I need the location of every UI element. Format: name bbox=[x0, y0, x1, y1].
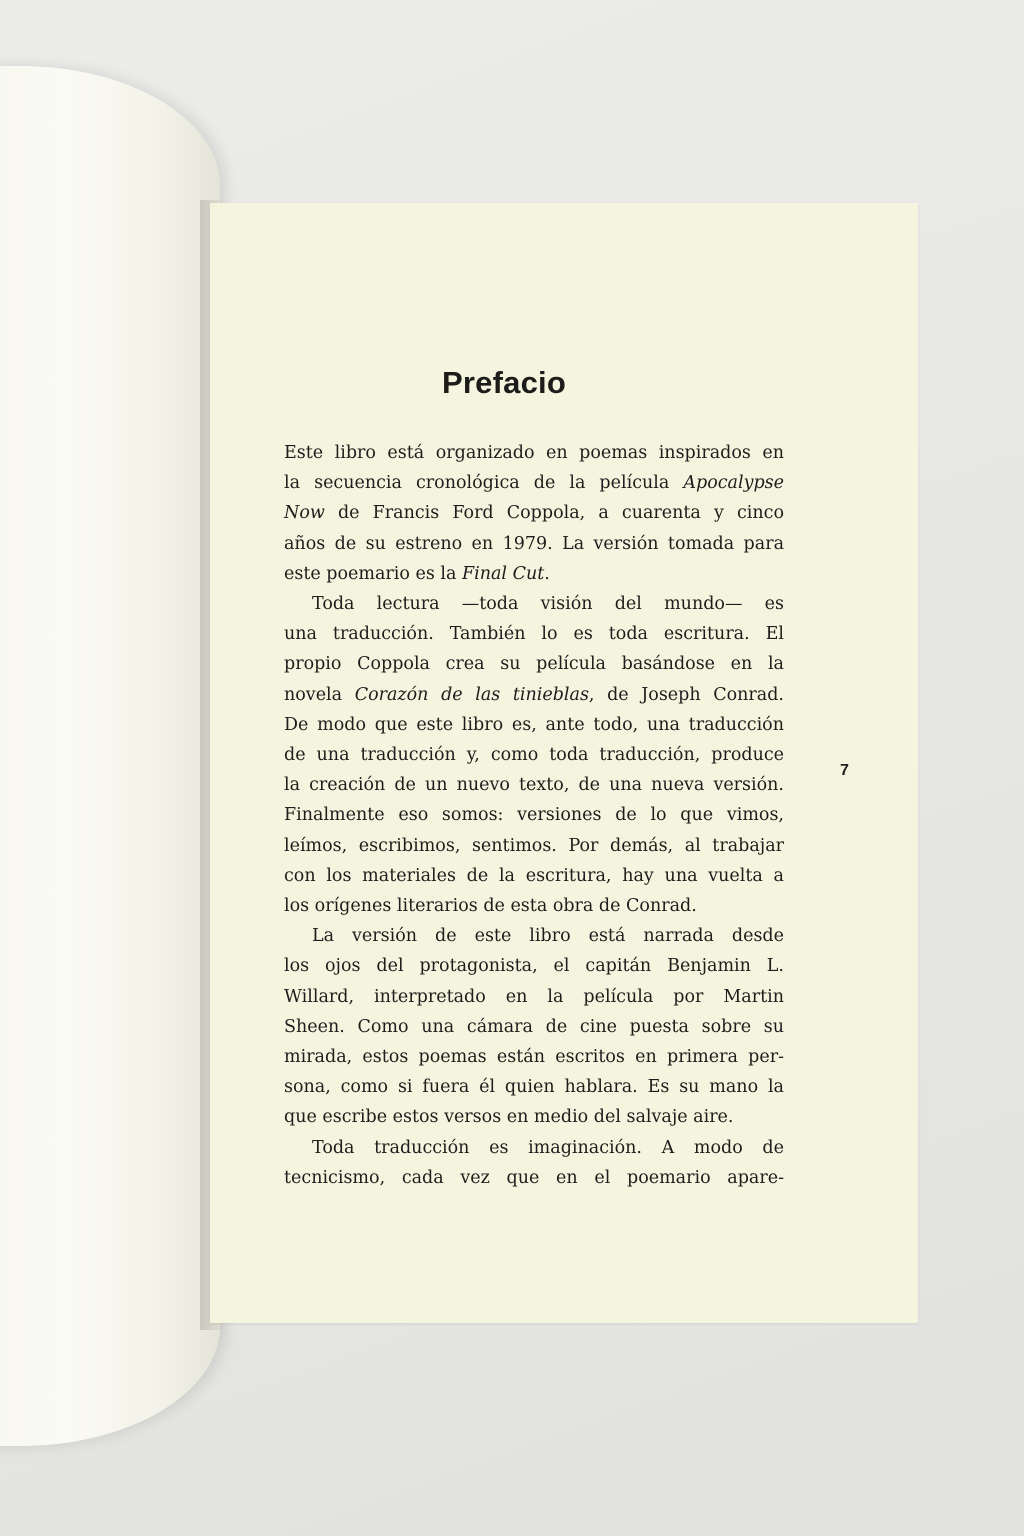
text-line bbox=[284, 649, 784, 679]
text-line bbox=[284, 710, 784, 740]
text-line bbox=[284, 1163, 784, 1193]
text-line bbox=[284, 1133, 784, 1163]
text-segment: de una traducción y, como toda traducción, produce bbox=[284, 745, 784, 766]
text-line bbox=[284, 498, 784, 528]
text-segment: sona, como si fuera él quien hablara. Es su mano la bbox=[284, 1077, 784, 1098]
italic-title: Now bbox=[284, 503, 325, 524]
text-segment: tecnicismo, cada vez que en el poemario apare- bbox=[284, 1167, 784, 1188]
text-line bbox=[284, 438, 784, 468]
text-line bbox=[284, 740, 784, 770]
text-segment: La versión de este libro está narrada desde bbox=[312, 926, 784, 947]
text-line bbox=[284, 1072, 784, 1102]
text-segment: novela bbox=[284, 684, 355, 705]
text-segment: Sheen. Como una cámara de cine puesta sobre su bbox=[284, 1016, 784, 1037]
text-line bbox=[284, 891, 784, 921]
text-segment: los ojos del protagonista, el capitán Benjamin L. bbox=[284, 956, 784, 977]
text-line bbox=[284, 619, 784, 649]
text-segment: . bbox=[544, 563, 550, 584]
page-number: 7 bbox=[840, 762, 849, 779]
text-segment: la creación de un nuevo texto, de una nueva versión. bbox=[284, 775, 784, 796]
text-segment: este poemario es la bbox=[284, 563, 462, 584]
text-line bbox=[284, 831, 784, 861]
text-line bbox=[284, 680, 784, 710]
text-line bbox=[284, 589, 784, 619]
text-line bbox=[284, 1042, 784, 1072]
text-segment: , de Joseph Conrad. bbox=[588, 684, 784, 705]
text-segment: los orígenes literarios de esta obra de Conrad. bbox=[284, 896, 697, 917]
text-segment: una traducción. También lo es toda escritura. El bbox=[284, 624, 784, 645]
italic-title: Apocalypse bbox=[683, 473, 784, 494]
text-segment: propio Coppola crea su película basándose en la bbox=[284, 654, 784, 675]
text-segment: la secuencia cronológica de la película bbox=[284, 473, 684, 494]
text-line bbox=[284, 468, 784, 498]
text-line bbox=[284, 1012, 784, 1042]
text-segment: leímos, escribimos, sentimos. Por demás, al trabajar bbox=[284, 835, 784, 856]
text-segment: Toda traducción es imaginación. A modo de bbox=[312, 1137, 784, 1158]
italic-title: Corazón de las tinieblas bbox=[354, 684, 589, 705]
text-line bbox=[284, 861, 784, 891]
left-page bbox=[0, 66, 220, 1446]
text-segment: que escribe estos versos en medio del salvaje aire. bbox=[284, 1107, 734, 1128]
body-text bbox=[284, 438, 784, 1193]
text-segment: mirada, estos poemas están escritos en primera per- bbox=[284, 1047, 784, 1068]
text-segment: de Francis Ford Coppola, a cuarenta y cinco bbox=[324, 503, 784, 524]
text-line bbox=[284, 800, 784, 830]
text-segment: Este libro está organizado en poemas inspirados en bbox=[284, 443, 784, 463]
text-segment: Toda lectura —toda visión del mundo— es bbox=[312, 594, 784, 615]
text-line bbox=[284, 529, 784, 559]
text-segment: De modo que este libro es, ante todo, una traducción bbox=[284, 714, 784, 735]
text-line bbox=[284, 1102, 784, 1132]
text-line bbox=[284, 951, 784, 981]
italic-title: Final Cut bbox=[461, 563, 545, 584]
text-segment: Willard, interpretado en la película por Martin bbox=[284, 986, 784, 1007]
text-line bbox=[284, 770, 784, 800]
text-line bbox=[284, 559, 784, 589]
text-line bbox=[284, 982, 784, 1012]
text-segment: años de su estreno en 1979. La versión tomada para bbox=[284, 533, 784, 554]
text-line bbox=[284, 921, 784, 951]
page-title: Prefacio bbox=[442, 365, 566, 400]
text-segment: Finalmente eso somos: versiones de lo que vimos, bbox=[284, 805, 784, 826]
text-segment: con los materiales de la escritura, hay una vuelta a bbox=[284, 865, 784, 886]
